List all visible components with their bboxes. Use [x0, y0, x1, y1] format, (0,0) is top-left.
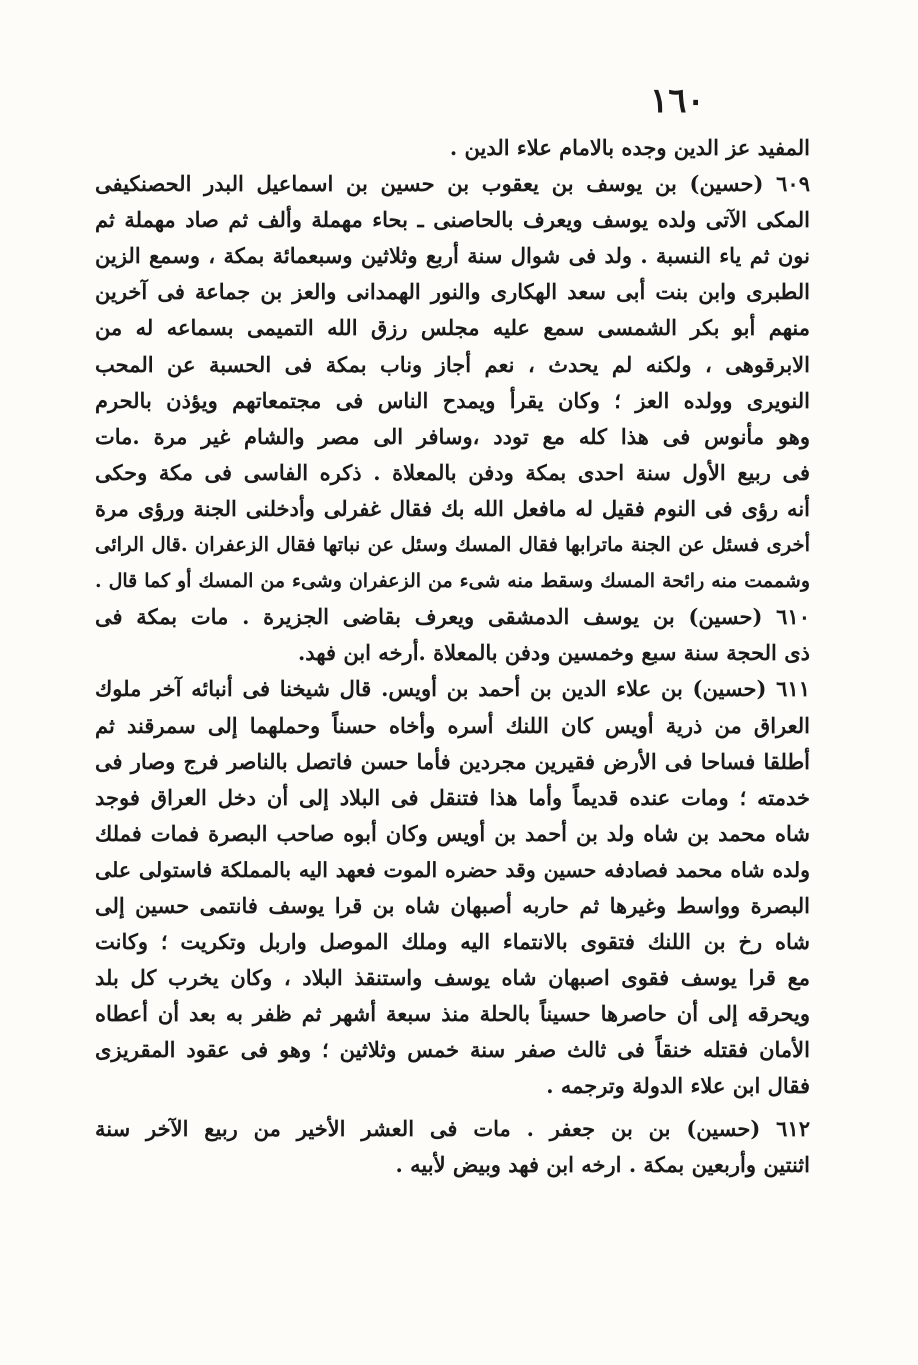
entry-611-line: ٦١١ (حسين) بن علاء الدين بن أحمد بن أويس. قال شيخنا فى أنبائه آخر ملوك	[95, 676, 810, 702]
text-line: أخرى فسئل عن الجنة ماترابها فقال المسك وسئل عن نباتها فقال الزعفران .قال الرائى	[95, 533, 810, 557]
text-line: مع قرا يوسف فقوى اصبهان شاه يوسف واستنقذ البلاد ، وكان يخرب كل بلد	[95, 965, 810, 991]
page-number: ١٦٠	[650, 81, 705, 121]
text-line: نون ثم ياء النسبة . ولد فى شوال سنة أربع وثلاثين وسبعمائة بمكة ، وسمع الزين	[95, 243, 810, 269]
text-line: شاه محمد بن شاه ولد بن أحمد بن أويس وكان أبوه صاحب البصرة فمات فملك	[95, 820, 810, 846]
text-line: وشممت منه رائحة المسك وسقط منه شىء من الزعفران وشىء من المسك أو كما قال .	[95, 570, 810, 593]
text-line: الابرقوهى ، ولكنه لم يحدث ، نعم أجاز وناب بمكة فى الحسبة عن المحب	[95, 351, 810, 377]
text-line: البصرة وواسط وغيرها ثم حاربه أصبهان شاه بن قرا يوسف فانتمى حسين إلى	[95, 892, 810, 918]
text-line: المكى الآتى ولده يوسف ويعرف بالحاصنى ـ بحاء مهملة وألف ثم صاد مهملة ثم	[95, 207, 810, 233]
text-line: منهم أبو بكر الشمسى سمع عليه مجلس رزق الله التميمى بسماعه له من	[95, 315, 810, 341]
text-line: شاه رخ بن اللنك فتقوى بالانتماء اليه وملك الموصل واربل وتكريت ؛ وكانت	[95, 929, 810, 955]
text-line: ذى الحجة سنة سبع وخمسين ودفن بالمعلاة .أرخه ابن فهد.	[297, 640, 810, 666]
text-line: الطبرى وابن بنت أبى سعد الهكارى والنور الهمدانى والعز بن جماعة فى آخرين	[95, 279, 810, 305]
text-line: ويحرقه إلى أن حاصرها حسيناً بالحلة منذ سبعة أشهر ثم ظفر به بعد أن أعطاه	[95, 1001, 810, 1027]
entry-609-line: ٦٠٩ (حسين) بن يوسف بن يعقوب بن حسين بن اسماعيل البدر الحصنكيفى	[95, 171, 810, 197]
text-line: النويرى وولده العز ؛ وكان يقرأ ويمدح الناس فى مجتمعاتهم ويؤذن بالحرم	[95, 387, 810, 413]
text-line: وهو مأنوس فى هذا كله مع تودد ،وسافر الى مصر والشام غير مرة .مات	[95, 423, 810, 449]
entry-612-line: ٦١٢ (حسين) بن بن جعفر . مات فى العشر الأخير من ربيع الآخر سنة	[95, 1115, 810, 1141]
text-line: فى ربيع الأول سنة احدى بمكة ودفن بالمعلاة . ذكره الفاسى فى مكة وحكى	[95, 459, 810, 485]
text-line: فقال ابن علاء الدولة وترجمه .	[546, 1073, 810, 1099]
entry-610-line: ٦١٠ (حسين) بن يوسف الدمشقى ويعرف بقاضى الجزيرة . مات بمكة فى	[95, 604, 810, 630]
text-line: أنه رؤى فى النوم فقيل له مافعل الله بك فقال غفرلى وأدخلنى الجنة ورؤى مرة	[95, 495, 810, 521]
text-body	[95, 130, 810, 1183]
text-line: الأمان فقتله خنقاً فى ثالث صفر سنة خمس وثلاثين ؛ وهو فى عقود المقريزى	[95, 1037, 810, 1063]
text-line: ولده شاه محمد فصادفه حسين وقد حضره الموت فعهد اليه بالمملكة فاستولى على	[95, 857, 810, 882]
text-line: خدمته ؛ ومات عنده قديماً وأما هذا فتنقل فى البلاد إلى أن دخل العراق فوجد	[95, 784, 810, 810]
text-line: أطلقا فساحا فى الأرض فقيرين مجردين فأما حسن فاتصل بالناصر فرج وصار فى	[95, 748, 810, 774]
text-line: المفيد عز الدين وجده بالامام علاء الدين .	[449, 135, 810, 160]
text-line: العراق من ذرية أويس كان اللنك أسره وأخاه حسناً وحملهما إلى سمرقند ثم	[95, 712, 810, 738]
text-line: اثنتين وأربعين بمكة . ارخه ابن فهد وبيض لأبيه .	[395, 1151, 810, 1177]
